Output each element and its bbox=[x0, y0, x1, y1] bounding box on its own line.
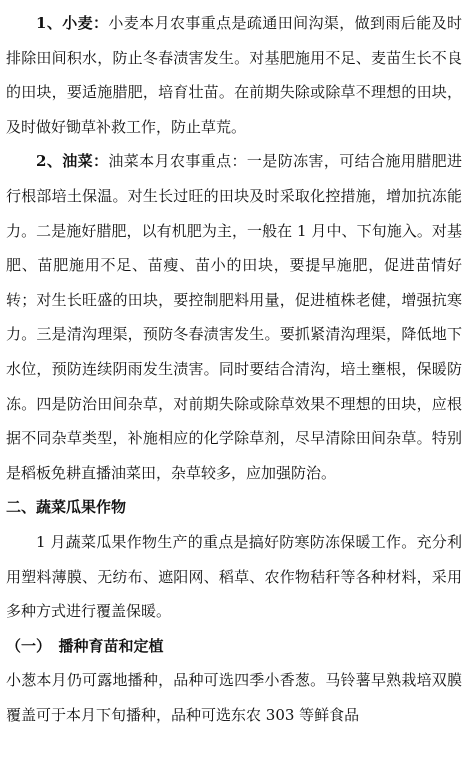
wheat-lead: 1、小麦： bbox=[36, 14, 109, 32]
wheat-paragraph bbox=[6, 6, 462, 144]
section-heading-vegetables: 二、蔬菜瓜果作物 bbox=[6, 498, 127, 517]
sowing-paragraph: 小葱本月仍可露地播种，品种可选四季小香葱。马铃薯早熟栽培双膜覆盖可于本月下旬播种，品种可选东农 303 等鲜食品 bbox=[6, 671, 462, 724]
vegetables-intro-paragraph: 1 月蔬菜瓜果作物生产的重点是搞好防寒防冻保暖工作。充分利用塑料薄膜、无纺布、遮阳网、稻草、农作物秸秆等各种材料，采用多种方式进行覆盖保暖。 bbox=[6, 532, 462, 621]
wheat-body: 小麦本月农事重点是疏通田间沟渠，做到雨后能及时排除田间积水，防止冬春渍害发生。对基肥施用不足、麦苗生长不良的田块，要适施腊肥，培育壮苗。在前期失除或除草不理想的田块，及时做好锄草补救工作，防止草荒。 bbox=[6, 14, 462, 136]
rapeseed-paragraph bbox=[6, 144, 462, 490]
rapeseed-lead: 2、油菜： bbox=[36, 152, 109, 171]
rapeseed-body: 油菜本月农事重点：一是防冻害，可结合施用腊肥进行根部培土保温。对生长过旺的田块及时采取化控措施，增加抗冻能力。二是施好腊肥，以有机肥为主，一般在 1 月中、下旬施入。对基肥、苗肥施用不足、苗瘦、苗小的田块，要提早施肥，促进苗情好转；对生长旺盛的田块，要控制肥料用量，促进植株老健，增强抗寒力。三是清沟理渠，预防冬春渍害发生。要抓紧清沟理渠，降低地下水位，预防连续阴雨发生渍害。同时要结合清沟，培土壅根，保暖防冻。四是防治田间杂草，对前期失除或除草效果不理想的田块，应根据不同杂草类型，补施相应的化学除草剂，尽早清除田间杂草。特别是稻板免耕直播油菜田，杂草较多，应加强防治。 bbox=[6, 152, 462, 482]
subsection-heading-sowing: （一） 播种育苗和定植 bbox=[6, 636, 164, 655]
